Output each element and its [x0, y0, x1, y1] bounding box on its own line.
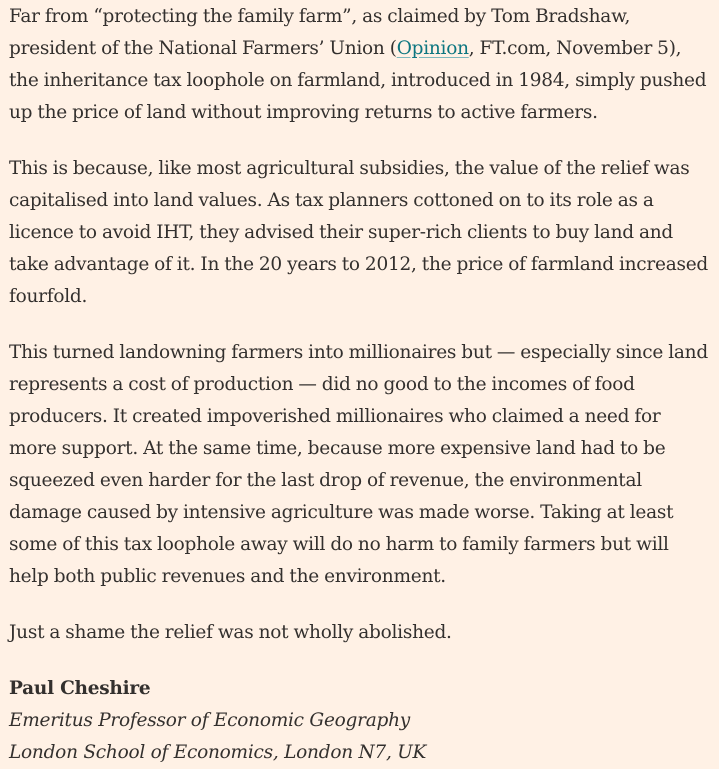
author-affiliation: London School of Economics, London N7, UK: [9, 742, 427, 763]
opinion-link[interactable]: Opinion: [396, 38, 469, 59]
paragraph-2: This is because, like most agricultural subsidies, the value of the relief was capitalised into land values. As tax planners cottoned on to its role as a licence to avoid IHT, they advised their super-rich clients to buy land and take advantage of it. In the 20 years to 2012, the price of farmland increased fourfold.: [9, 158, 709, 307]
signature-block: [9, 673, 710, 769]
author-title: Emeritus Professor of Economic Geography: [9, 710, 410, 731]
paragraph-4: Just a shame the relief was not wholly abolished.: [9, 622, 452, 643]
paragraph-1: [9, 1, 710, 129]
paragraph-1-text-before-link: Far from “protecting the family farm”, as claimed by Tom Bradshaw, president of the National Farmers’ Union (: [9, 6, 631, 59]
paragraph-1-text-after-link: , FT.com, November 5), the inheritance tax loophole on farmland, introduced in 1984, simply pushed up the price of land without improving returns to active farmers.: [9, 38, 707, 123]
paragraph-3: This turned landowning farmers into millionaires but — especially since land represents a cost of production — did no good to the incomes of food producers. It created impoverished millionaires who claimed a need for more support. At the same time, because more expensive land had to be squeezed even harder for the last drop of revenue, the environmental damage caused by intensive agriculture was made worse. Taking at least some of this tax loophole away will do no harm to family farmers but will help both public revenues and the environment.: [9, 342, 708, 587]
author-name: Paul Cheshire: [9, 678, 151, 699]
